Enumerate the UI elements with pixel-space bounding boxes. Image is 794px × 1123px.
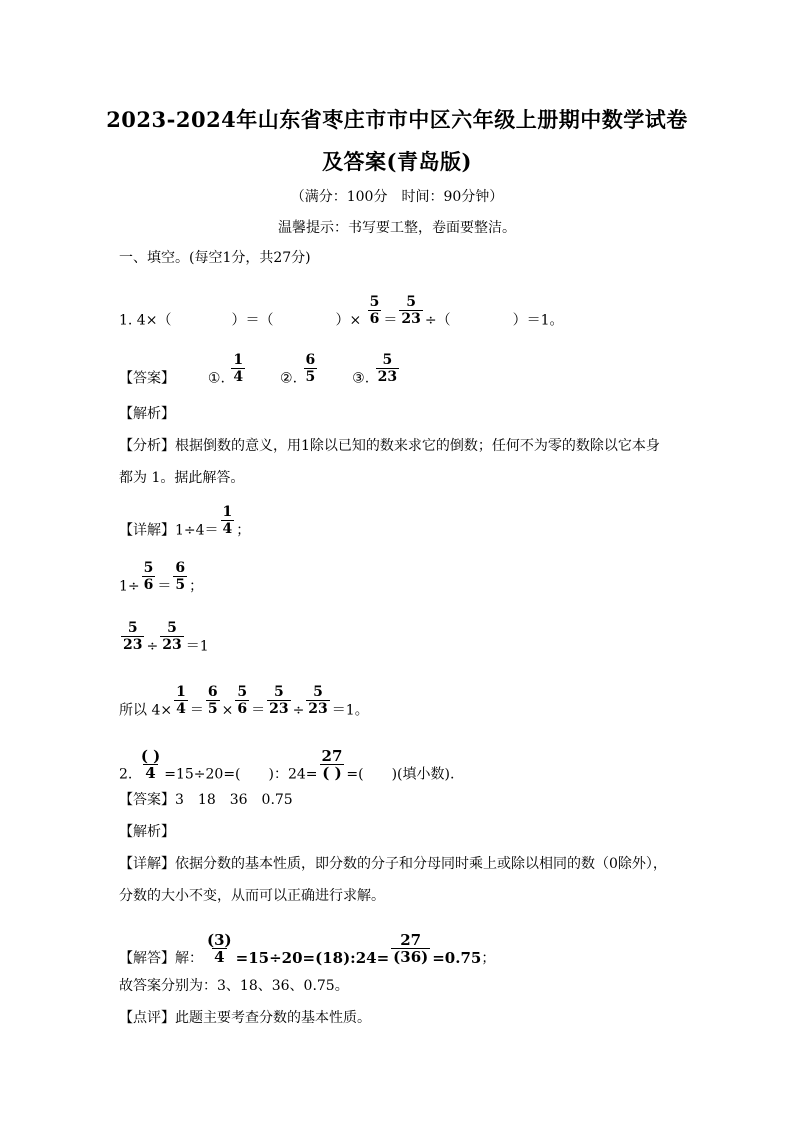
q1-eq2: ＝	[383, 312, 398, 329]
detail-step-3-fraction-1: $\frac{5}{23}$	[123, 620, 143, 653]
q2-mid: =15÷20=( )：24=	[164, 766, 318, 783]
answer-1-fraction-1: $\frac{1}{4}$	[233, 352, 244, 385]
detail-step-2	[119, 560, 204, 603]
analysis-line-1: 【分析】根据倒数的意义，用1除以已知的数来求它的倒数；任何不为零的数除以它本身	[119, 438, 660, 454]
detail-step-1	[119, 504, 251, 547]
answer-1-marker-2: ②.	[280, 370, 298, 387]
detail-step-4-times: ×	[221, 702, 234, 719]
q2-prefix: 2.	[119, 766, 133, 783]
q1-fraction-2: $\frac{5}{23}$	[401, 294, 421, 327]
answer-1-fraction-3: $\frac{5}{23}$	[377, 352, 398, 385]
detail-step-2-fraction-1: $\frac{5}{6}$	[143, 560, 154, 593]
q1-prefix: 1. 4×（	[119, 312, 172, 329]
detail-step-4-fraction-4: $\frac{5}{23}$	[269, 684, 289, 717]
jiexi-label-2: 【解析】	[119, 824, 175, 840]
detail-step-3-fraction-2: $\frac{5}{23}$	[162, 620, 182, 653]
conclusion-line: 故答案分别为：3、18、36、0.75。	[119, 978, 349, 994]
detail-step-4-prefix: 所以 4×	[119, 702, 173, 719]
solution-semicolon: ；	[481, 950, 496, 967]
q1-times: ）×	[335, 312, 362, 329]
detail-step-4-eq2: ＝	[251, 702, 266, 719]
detail-step-4-fraction-2: $\frac{6}{5}$	[207, 684, 218, 717]
question-1	[119, 294, 564, 337]
q2-fraction-1: $\frac{( )}{4}$	[140, 747, 161, 782]
answer-2: 【答案】3 18 36 0.75	[119, 792, 293, 808]
detail-step-3-div: ÷	[146, 638, 159, 655]
detail-step-3	[119, 620, 209, 663]
solution-label: 【解答】解：	[119, 950, 203, 967]
detail-step-4-fraction-3: $\frac{5}{6}$	[237, 684, 248, 717]
detail-step-4-fraction-1: $\frac{1}{4}$	[176, 684, 186, 717]
detail-step-1-fraction: $\frac{1}{4}$	[222, 504, 233, 537]
answer-1-fraction-2: $\frac{6}{5}$	[305, 352, 316, 385]
detail-2-line-2: 分数的大小不变，从而可以正确进行求解。	[119, 888, 385, 904]
solution-expression	[203, 931, 482, 967]
q1-eq1: ）＝（	[231, 312, 274, 329]
detail-step-1-end: ；	[236, 522, 251, 539]
answer-1-label: 【答案】	[119, 370, 175, 387]
detail-step-4-div: ÷	[292, 702, 305, 719]
detail-step-1-label: 【详解】1÷4＝	[119, 522, 219, 539]
detail-step-2-prefix: 1÷	[119, 578, 140, 595]
solution-mid: =15÷20=(18):24=	[235, 948, 390, 967]
answer-1	[119, 352, 401, 395]
detail-step-2-eq: ＝	[157, 578, 172, 595]
detail-step-4-end: ＝1。	[331, 702, 369, 719]
solution-line	[119, 931, 496, 975]
q2-end: =( )(填小数).	[346, 766, 455, 783]
title-line-2: 及答案(青岛版)	[322, 149, 472, 174]
solution-fraction-2: $\frac{27}{(36)}$	[393, 931, 429, 966]
answer-1-marker-1: ①.	[207, 370, 225, 387]
q1-fraction-1: $\frac{5}{6}$	[369, 294, 380, 327]
detail-step-4	[119, 684, 369, 727]
section-1-heading: 一、填空。(每空1分，共27分)	[119, 250, 311, 266]
title-line-1: 2023-2024年山东省枣庄市市中区六年级上册期中数学试卷	[106, 107, 688, 132]
detail-step-2-fraction-2: $\frac{6}{5}$	[175, 560, 186, 593]
detail-step-4-fraction-5: $\frac{5}{23}$	[308, 684, 328, 717]
detail-step-4-eq1: ＝	[189, 702, 204, 719]
q2-fraction-2: $\frac{27}{( )}$	[321, 747, 343, 782]
q1-div: ÷（	[424, 312, 451, 329]
analysis-line-2: 都为 1。据此解答。	[119, 470, 245, 486]
detail-step-2-end: ；	[189, 578, 204, 595]
detail-2-line-1: 【详解】依据分数的基本性质，即分数的分子和分母同时乘上或除以相同的数（0除外），	[119, 856, 667, 872]
solution-end: =0.75	[432, 948, 482, 967]
exam-meta: （满分：100分 时间：90分钟）	[290, 189, 504, 205]
q1-end: ）＝1。	[512, 312, 564, 329]
exam-tip: 温馨提示：书写要工整，卷面要整洁。	[278, 220, 516, 236]
answer-1-marker-3: ③.	[352, 370, 370, 387]
detail-step-3-end: ＝1	[185, 638, 209, 655]
jiexi-label-1: 【解析】	[119, 406, 175, 422]
solution-fraction-1: $\frac{(3)}{4}$	[207, 931, 232, 966]
question-2	[119, 747, 455, 791]
comment-line: 【点评】此题主要考查分数的基本性质。	[119, 1010, 371, 1026]
